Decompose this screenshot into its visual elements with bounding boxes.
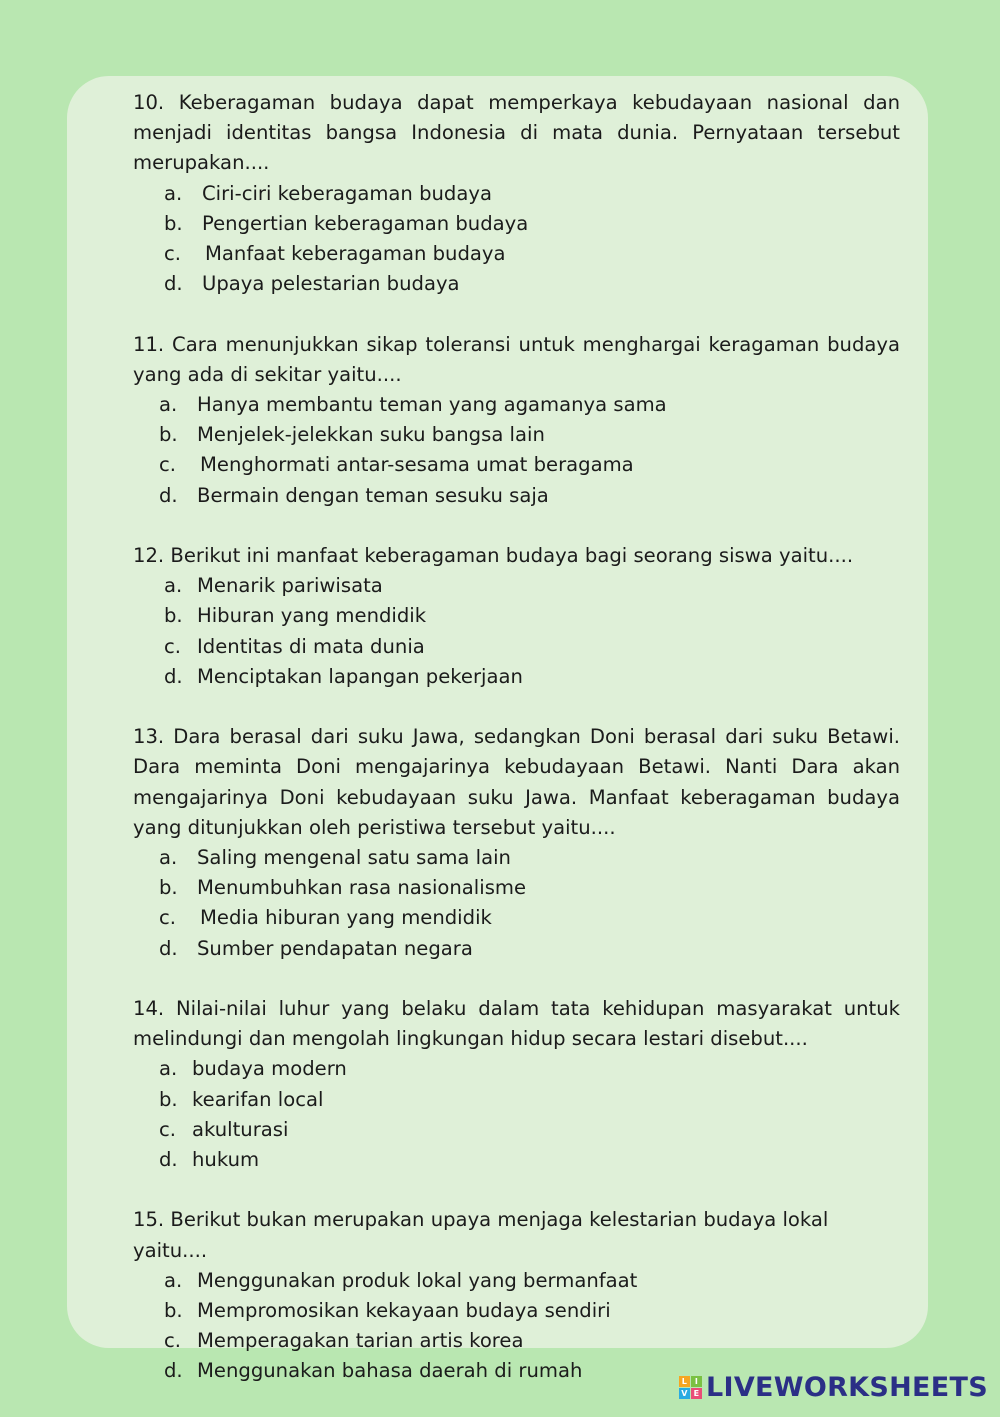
question-15 bbox=[133, 1205, 900, 1386]
question-text: 15. Berikut bukan merupakan upaya menjaga kelestarian budaya lokal yaitu.... bbox=[133, 1208, 829, 1262]
option-a[interactable]: a. Menarik pariwisata bbox=[164, 574, 383, 598]
option-c[interactable]: c. Memperagakan tarian artis korea bbox=[164, 1329, 524, 1353]
question-14 bbox=[133, 994, 900, 1175]
options-list bbox=[133, 571, 900, 692]
option-a[interactable]: a. Menggunakan produk lokal yang bermanfaat bbox=[164, 1268, 638, 1292]
liveworksheets-logo[interactable] bbox=[679, 1372, 988, 1403]
logo-letter: I bbox=[691, 1376, 702, 1387]
question-text: 10. Keberagaman budaya dapat memperkaya kebudayaan nasional dan menjadi identitas bangsa Indonesia di mata dunia. Pernyataan tersebut merupakan.... bbox=[133, 91, 900, 175]
logo-letter: V bbox=[679, 1388, 690, 1399]
question-10 bbox=[133, 88, 900, 299]
option-a[interactable]: a. budaya modern bbox=[159, 1057, 347, 1081]
option-a[interactable]: a. Hanya membantu teman yang agamanya sama bbox=[159, 393, 667, 417]
option-c[interactable]: c. akulturasi bbox=[159, 1117, 289, 1141]
question-12 bbox=[133, 541, 900, 692]
option-a[interactable]: a. Saling mengenal satu sama lain bbox=[159, 846, 511, 870]
option-d[interactable]: d. Sumber pendapatan negara bbox=[159, 936, 473, 960]
option-b[interactable]: b. kearifan local bbox=[159, 1087, 324, 1111]
question-text: 14. Nilai-nilai luhur yang belaku dalam tata kehidupan masyarakat untuk melindungi dan mengolah lingkungan hidup secara lestari disebut.... bbox=[133, 997, 900, 1051]
option-a[interactable]: a. Ciri-ciri keberagaman budaya bbox=[164, 181, 492, 205]
option-c[interactable]: c. Manfaat keberagaman budaya bbox=[164, 242, 506, 266]
option-b[interactable]: b. Menjelek-jelekkan suku bangsa lain bbox=[159, 423, 545, 447]
option-d[interactable]: d. Upaya pelestarian budaya bbox=[164, 272, 460, 296]
option-b[interactable]: b. Pengertian keberagaman budaya bbox=[164, 211, 529, 235]
option-d[interactable]: d. Menggunakan bahasa daerah di rumah bbox=[164, 1359, 583, 1383]
logo-letter: L bbox=[679, 1376, 690, 1387]
options-list bbox=[133, 1266, 900, 1387]
question-text: 12. Berikut ini manfaat keberagaman budaya bagi seorang siswa yaitu.... bbox=[133, 544, 854, 568]
option-d[interactable]: d. Menciptakan lapangan pekerjaan bbox=[164, 664, 523, 688]
option-c[interactable]: c. Identitas di mata dunia bbox=[164, 634, 425, 658]
options-list bbox=[133, 390, 900, 511]
option-b[interactable]: b. Hiburan yang mendidik bbox=[164, 604, 427, 628]
options-list bbox=[133, 1054, 900, 1175]
option-b[interactable]: b. Mempromosikan kekayaan budaya sendiri bbox=[164, 1299, 611, 1323]
option-b[interactable]: b. Menumbuhkan rasa nasionalisme bbox=[159, 876, 527, 900]
question-13 bbox=[133, 722, 900, 964]
logo-grid-icon bbox=[679, 1376, 702, 1399]
question-text: 13. Dara berasal dari suku Jawa, sedangkan Doni berasal dari suku Betawi. Dara meminta Doni mengajarinya kebudayaan Betawi. Nanti Dara akan mengajarinya Doni kebudayaan suku Jawa. Manfaat keberagaman budaya yang ditunjukkan oleh peristiwa tersebut yaitu.... bbox=[133, 725, 900, 839]
question-text: 11. Cara menunjukkan sikap toleransi untuk menghargai keragaman budaya yang ada di sekitar yaitu.... bbox=[133, 332, 900, 386]
question-11 bbox=[133, 330, 900, 511]
options-list bbox=[133, 179, 900, 300]
options-list bbox=[133, 843, 900, 964]
brand-name: LIVEWORKSHEETS bbox=[705, 1372, 988, 1403]
worksheet-content bbox=[133, 88, 900, 1417]
option-c[interactable]: c. Menghormati antar-sesama umat beragama bbox=[159, 453, 634, 477]
option-d[interactable]: d. Bermain dengan teman sesuku saja bbox=[159, 483, 549, 507]
logo-letter: E bbox=[691, 1388, 702, 1399]
option-d[interactable]: d. hukum bbox=[159, 1148, 260, 1172]
option-c[interactable]: c. Media hiburan yang mendidik bbox=[159, 906, 492, 930]
